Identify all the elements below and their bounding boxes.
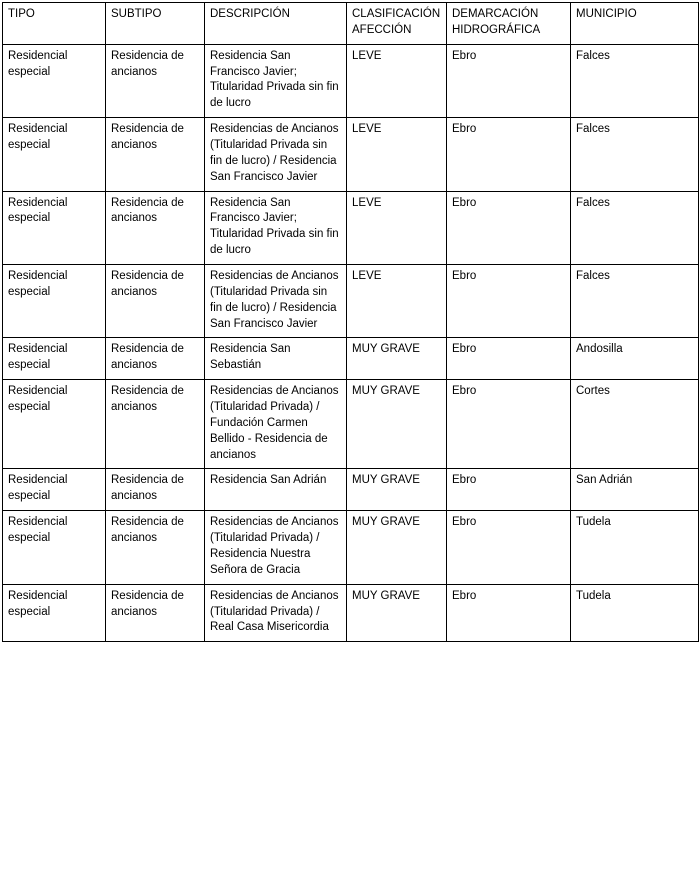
cell-clasificacion [347, 44, 447, 117]
cell-demarcacion-text: Ebro [452, 589, 477, 602]
cell-clasificacion [347, 469, 447, 511]
cell-demarcacion-text: Ebro [452, 49, 477, 62]
cell-descripcion-text: Residencias de Ancianos (Titularidad Privada) / Residencia Nuestra Señora de Gracia [210, 516, 339, 576]
cell-subtipo [106, 469, 205, 511]
cell-descripcion [205, 380, 347, 469]
cell-municipio-text: Falces [576, 270, 610, 283]
cell-subtipo-text: Residencia de ancianos [111, 270, 184, 298]
cell-descripcion-text: Residencia San Sebastián [210, 343, 291, 372]
table-row [3, 584, 699, 642]
cell-clasificacion [347, 380, 447, 469]
cell-descripcion-text: Residencia San Adrián [210, 474, 327, 487]
cell-tipo-text: Residencial especial [8, 589, 68, 618]
column-header-subtipo-label: SUBTIPO [111, 8, 162, 20]
cell-tipo [3, 469, 106, 511]
column-header-descripcion-label: DESCRIPCIÓN [210, 8, 290, 20]
cell-tipo [3, 511, 106, 584]
column-header-subtipo [106, 3, 205, 45]
column-header-tipo [3, 3, 106, 45]
cell-descripcion [205, 511, 347, 584]
table-row [3, 380, 699, 469]
cell-descripcion-text: Residencia San Francisco Javier; Titularidad Privada sin fin de lucro [210, 49, 339, 110]
cell-municipio [571, 118, 699, 191]
table-row [3, 44, 699, 117]
cell-clasificacion-text: LEVE [352, 270, 382, 283]
table-row [3, 469, 699, 511]
cell-subtipo-text: Residencia de ancianos [111, 196, 184, 225]
cell-tipo-text: Residencial especial [8, 196, 68, 225]
cell-municipio-text: Andosilla [576, 343, 623, 356]
cell-clasificacion-text: MUY GRAVE [352, 385, 420, 398]
cell-clasificacion [347, 265, 447, 338]
affected-facilities-table [2, 2, 699, 642]
cell-municipio [571, 265, 699, 338]
cell-subtipo [106, 338, 205, 380]
table-row [3, 118, 699, 191]
cell-clasificacion-text: LEVE [352, 49, 382, 62]
cell-clasificacion [347, 191, 447, 264]
cell-municipio-text: Tudela [576, 516, 611, 529]
cell-descripcion [205, 191, 347, 264]
cell-municipio-text: Tudela [576, 589, 611, 602]
cell-clasificacion-text: LEVE [352, 123, 382, 136]
cell-clasificacion [347, 511, 447, 584]
cell-tipo-text: Residencial especial [8, 49, 68, 78]
cell-demarcacion [447, 44, 571, 117]
cell-subtipo [106, 118, 205, 191]
column-header-clasificacion [347, 3, 447, 45]
cell-subtipo-text: Residencia de ancianos [111, 49, 184, 78]
cell-demarcacion-text: Ebro [452, 270, 477, 283]
cell-clasificacion-text: LEVE [352, 196, 382, 209]
cell-subtipo-text: Residencia de ancianos [111, 516, 184, 545]
cell-descripcion [205, 118, 347, 191]
cell-municipio [571, 511, 699, 584]
cell-tipo [3, 338, 106, 380]
cell-subtipo [106, 44, 205, 117]
cell-subtipo [106, 511, 205, 584]
cell-municipio [571, 584, 699, 642]
cell-descripcion-text: Residencias de Ancianos (Titularidad Privada sin fin de lucro) / Residencia San Francisco Javier [210, 123, 339, 183]
cell-descripcion [205, 469, 347, 511]
cell-demarcacion-text: Ebro [452, 385, 477, 398]
cell-subtipo-text: Residencia de ancianos [111, 589, 184, 618]
cell-demarcacion [447, 338, 571, 380]
column-header-demarcacion-label: DEMARCACIÓN HIDROGRÁFICA [452, 8, 541, 36]
cell-tipo [3, 44, 106, 117]
cell-municipio [571, 338, 699, 380]
cell-demarcacion-text: Ebro [452, 474, 477, 487]
column-header-tipo-label: TIPO [8, 8, 35, 20]
cell-tipo-text: Residencial especial [8, 270, 68, 298]
cell-descripcion-text: Residencias de Ancianos (Titularidad Privada) / Real Casa Misericordia [210, 589, 339, 634]
cell-clasificacion-text: MUY GRAVE [352, 589, 420, 602]
cell-tipo-text: Residencial especial [8, 123, 68, 152]
column-header-demarcacion [447, 3, 571, 45]
cell-tipo-text: Residencial especial [8, 474, 68, 503]
cell-tipo [3, 191, 106, 264]
cell-subtipo-text: Residencia de ancianos [111, 343, 184, 372]
cell-clasificacion-text: MUY GRAVE [352, 516, 420, 529]
table-header-row [3, 3, 699, 45]
cell-tipo-text: Residencial especial [8, 516, 68, 545]
table-row [3, 338, 699, 380]
cell-clasificacion [347, 118, 447, 191]
cell-subtipo [106, 191, 205, 264]
cell-subtipo-text: Residencia de ancianos [111, 123, 184, 152]
cell-subtipo [106, 265, 205, 338]
cell-demarcacion [447, 191, 571, 264]
cell-municipio-text: Falces [576, 123, 610, 136]
cell-clasificacion-text: MUY GRAVE [352, 343, 420, 356]
cell-demarcacion-text: Ebro [452, 516, 477, 529]
table-row [3, 265, 699, 338]
cell-demarcacion [447, 118, 571, 191]
cell-descripcion [205, 265, 347, 338]
cell-municipio [571, 469, 699, 511]
cell-subtipo-text: Residencia de ancianos [111, 385, 184, 414]
cell-demarcacion-text: Ebro [452, 343, 477, 356]
cell-tipo [3, 584, 106, 642]
cell-descripcion [205, 44, 347, 117]
cell-tipo-text: Residencial especial [8, 385, 68, 414]
column-header-municipio [571, 3, 699, 45]
cell-tipo [3, 265, 106, 338]
cell-subtipo [106, 380, 205, 469]
cell-municipio-text: San Adrián [576, 474, 633, 487]
table-row [3, 511, 699, 584]
cell-demarcacion [447, 511, 571, 584]
cell-demarcacion [447, 265, 571, 338]
table-header [3, 3, 699, 45]
cell-clasificacion [347, 584, 447, 642]
cell-demarcacion-text: Ebro [452, 123, 477, 136]
column-header-clasificacion-label: CLASIFICACIÓN AFECCIÓN [352, 8, 441, 36]
cell-descripcion [205, 584, 347, 642]
cell-subtipo [106, 584, 205, 642]
cell-descripcion-text: Residencias de Ancianos (Titularidad Privada sin fin de lucro) / Residencia San Francisco Javier [210, 270, 339, 330]
cell-municipio [571, 191, 699, 264]
cell-municipio [571, 44, 699, 117]
cell-demarcacion [447, 380, 571, 469]
table-body [3, 44, 699, 642]
cell-clasificacion-text: MUY GRAVE [352, 474, 420, 487]
cell-demarcacion-text: Ebro [452, 196, 477, 209]
cell-demarcacion [447, 584, 571, 642]
table-row [3, 191, 699, 264]
cell-municipio-text: Falces [576, 196, 610, 209]
cell-descripcion-text: Residencia San Francisco Javier; Titularidad Privada sin fin de lucro [210, 196, 339, 257]
column-header-descripcion [205, 3, 347, 45]
cell-municipio-text: Falces [576, 49, 610, 62]
cell-subtipo-text: Residencia de ancianos [111, 474, 184, 503]
cell-clasificacion [347, 338, 447, 380]
column-header-municipio-label: MUNICIPIO [576, 8, 637, 20]
cell-municipio-text: Cortes [576, 385, 610, 398]
cell-tipo-text: Residencial especial [8, 343, 68, 372]
cell-tipo [3, 380, 106, 469]
cell-tipo [3, 118, 106, 191]
cell-municipio [571, 380, 699, 469]
cell-descripcion [205, 338, 347, 380]
cell-demarcacion [447, 469, 571, 511]
cell-descripcion-text: Residencias de Ancianos (Titularidad Privada) / Fundación Carmen Bellido - Residencia de ancianos [210, 385, 339, 461]
